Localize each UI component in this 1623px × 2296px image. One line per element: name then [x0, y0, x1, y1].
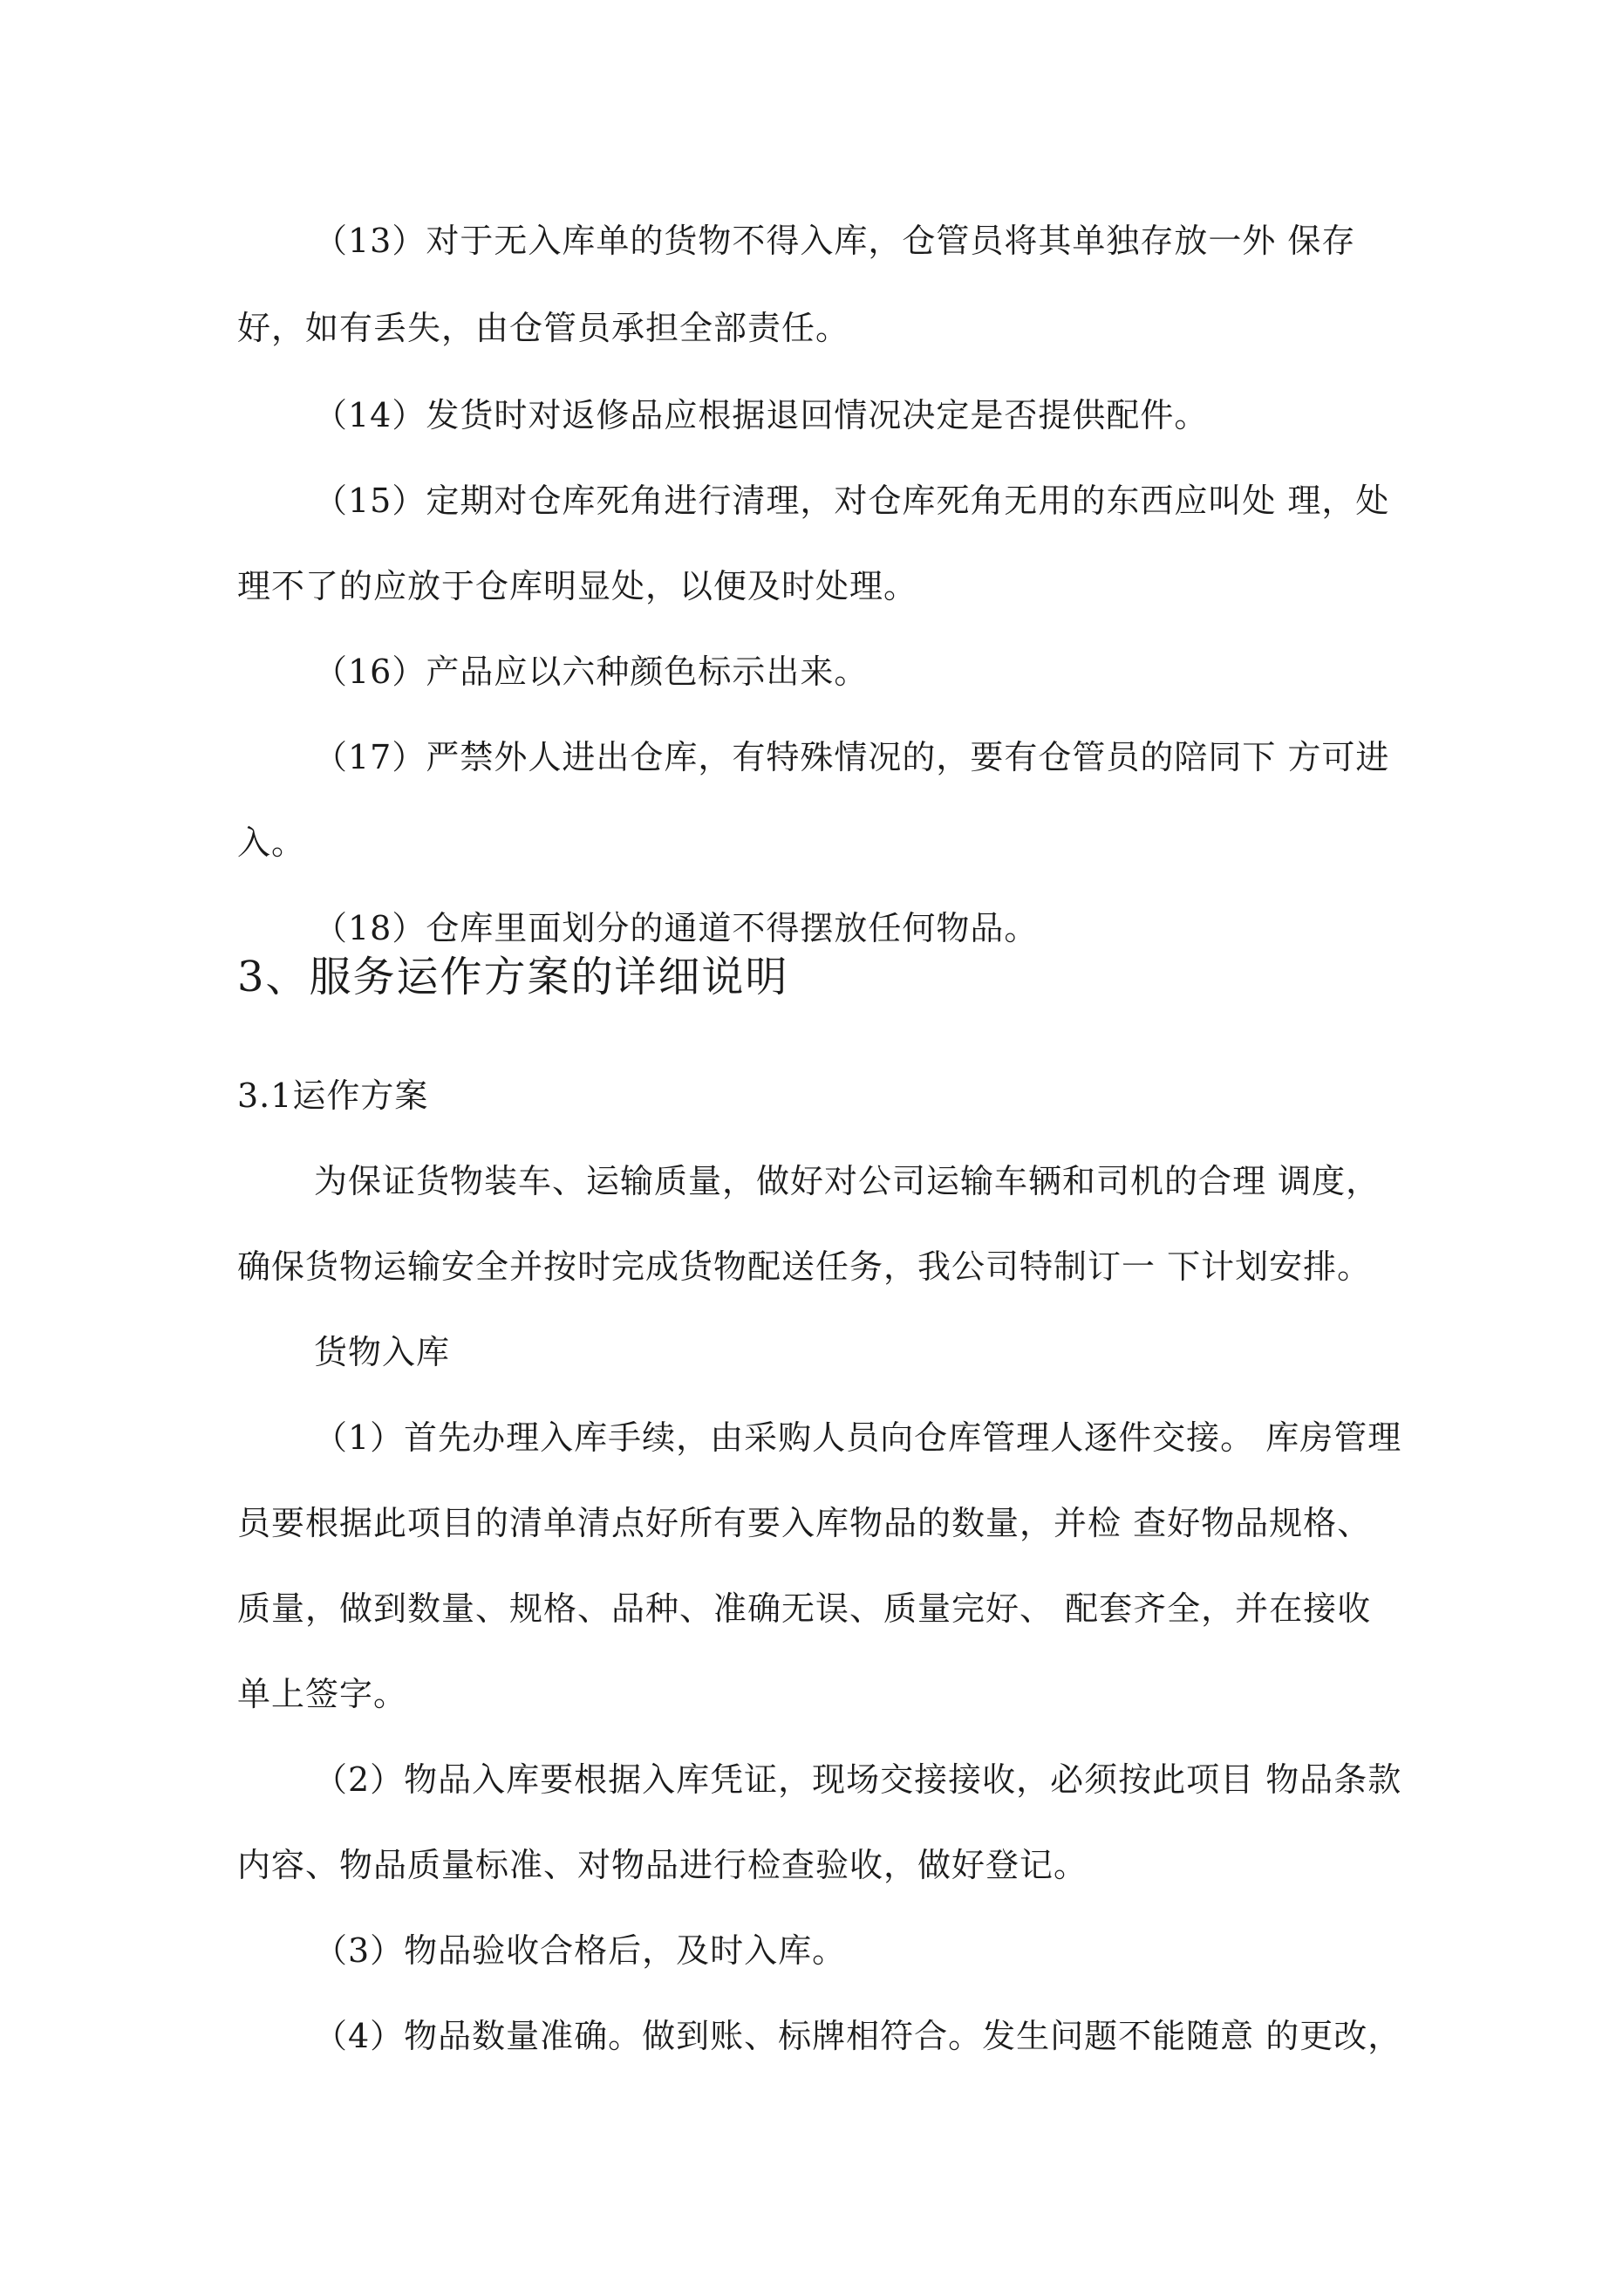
item-2-line-1: （2）物品入库要根据入库凭证，现场交接接收，必须按此项目 物品条款	[314, 1760, 1402, 1799]
paragraph-14: （14）发货时对返修品应根据退回情况决定是否提供配件。	[314, 396, 1209, 434]
paragraph-16: （16）产品应以六种颜色标示出来。	[314, 653, 869, 691]
goods-inbound-title: 货物入库	[314, 1333, 451, 1371]
item-3: （3）物品验收合格后，及时入库。	[314, 1931, 847, 1970]
paragraph-15-line-2: 理不了的应放于仓库明显处，以便及时处理。	[237, 567, 918, 605]
item-4-line-1: （4）物品数量准确。做到账、标牌相符合。发生问题不能随意 的更改，	[314, 2017, 1402, 2055]
paragraph-17-line-1: （17）严禁外人进出仓库，有特殊情况的，要有仓管员的陪同下 方可进	[314, 738, 1390, 776]
section-heading: 3、服务运作方案的详细说明	[237, 953, 789, 1001]
paragraph-17-line-2: 入。	[237, 823, 306, 862]
paragraph-18: （18）仓库里面划分的通道不得摆放任何物品。	[314, 909, 1039, 947]
intro-line-1: 为保证货物装车、运输质量，做好对公司运输车辆和司机的合理 调度，	[314, 1162, 1381, 1200]
paragraph-13-line-2: 好，如有丢失，由仓管员承担全部责任。	[237, 309, 850, 347]
item-1-line-3: 质量，做到数量、规格、品种、准确无误、质量完好、 配套齐全，并在接收	[237, 1589, 1372, 1628]
paragraph-15-line-1: （15）定期对仓库死角进行清理，对仓库死角无用的东西应叫处 理，处	[314, 482, 1390, 520]
subsection-heading: 3.1运作方案	[237, 1076, 429, 1115]
item-2-line-2: 内容、物品质量标准、对物品进行检查验收，做好登记。	[237, 1846, 1088, 1884]
item-1-line-4: 单上签字。	[237, 1675, 408, 1713]
item-1-line-1: （1）首先办理入库手续，由采购人员向仓库管理人逐件交接。 库房管理	[314, 1418, 1402, 1457]
intro-line-2: 确保货物运输安全并按时完成货物配送任务，我公司特制订一 下计划安排。	[237, 1247, 1372, 1286]
item-1-line-2: 员要根据此项目的清单清点好所有要入库物品的数量，并检 查好物品规格、	[237, 1504, 1372, 1542]
paragraph-13-line-1: （13）对于无入库单的货物不得入库，仓管员将其单独存放一外 保存	[314, 222, 1356, 260]
